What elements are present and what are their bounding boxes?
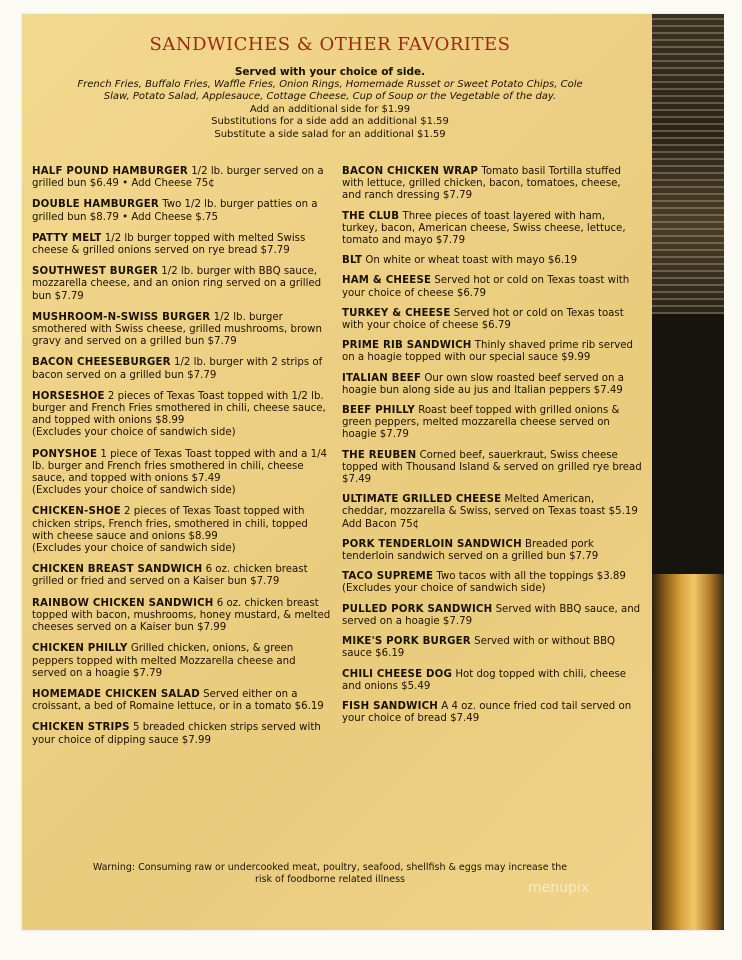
menu-item: [342, 211, 642, 248]
menu-item-name: PORK TENDERLOIN SANDWICH: [342, 538, 522, 550]
menu-item-description: 2 pieces of Texas Toast topped with chicken strips, French fries, smothered in chili, topped with cheese sauce and onions $8.99: [32, 506, 308, 542]
menu-item-description: 1 piece of Texas Toast topped with and a 1/4 lb. burger and French fries smothered in chili, cheese sauce, and topped with onions $7.49: [32, 448, 327, 485]
menu-item: [342, 494, 642, 531]
menu-item-description: Melted American, cheddar, mozzarella & Swiss, served on Texas toast $5.19 Add Bacon 75¢: [342, 494, 638, 530]
menu-item-name: FISH SANDWICH: [342, 700, 438, 712]
menu-item: [32, 166, 332, 190]
menu-item-name: HORSESHOE: [32, 390, 105, 402]
menu-item-description: Tomato basil Tortilla stuffed with lettuce, grilled chicken, bacon, tomatoes, cheese, and ranch dressing $7.79: [342, 166, 622, 202]
menu-item: [342, 636, 642, 660]
menu-item-description: Served with BBQ sauce, and served on a hoagie $7.79: [342, 603, 641, 627]
menu-item-name: BLT: [342, 255, 363, 267]
menu-item: [342, 669, 642, 693]
menu-item: [32, 598, 332, 635]
menu-item-name: CHICKEN STRIPS: [32, 722, 130, 734]
menu-item-note: (Excludes your choice of sandwich side): [342, 583, 546, 595]
menu-item-description: 6 oz. chicken breast topped with bacon, mushrooms, honey mustard, & melted cheeses served on a Kaiser bun $7.99: [32, 597, 331, 634]
menu-item-name: TURKEY & CHEESE: [342, 307, 451, 319]
menu-item-name: CHICKEN BREAST SANDWICH: [32, 564, 203, 576]
menu-item-name: CHICKEN-SHOE: [32, 506, 121, 518]
menu-item-description: Our own slow roasted beef served on a hoagie bun along side au jus and Italian peppers $7.49: [342, 372, 624, 396]
menu-item: [32, 312, 332, 349]
menu-item-name: CHILI CHEESE DOG: [342, 668, 453, 680]
side-options: French Fries, Buffalo Fries, Waffle Fries, Onion Rings, Homemade Russet or Sweet Potato Chips, Cole Slaw, Potato Salad, Applesauce, Cottage Cheese, Cup of Soup or the Vegetable of the day.: [77, 78, 583, 102]
menu-item-name: HOMEMADE CHICKEN SALAD: [32, 688, 200, 700]
extra-line: Add an additional side for $1.99: [249, 103, 411, 115]
extra-line: Substitute a side salad for an additional $1.59: [214, 128, 446, 140]
menu-item-name: HALF POUND HAMBURGER: [32, 166, 188, 177]
menu-item-description: 1/2 lb burger topped with melted Swiss cheese & grilled onions served on rye bread $7.79: [32, 232, 306, 257]
watermark: menupix: [528, 880, 590, 896]
menu-item-description: Roast beef topped with grilled onions & green peppers, melted mozzarella cheese served on hoagie $7.79: [342, 405, 620, 441]
menu-item-description: 1/2 lb. burger served on a grilled bun $6.49 • Add Cheese 75¢: [32, 166, 324, 190]
decorative-border-bottom: [652, 574, 724, 930]
menu-item: [32, 564, 332, 588]
menu-item-note: (Excludes your choice of sandwich side): [32, 543, 236, 555]
menu-item-name: ULTIMATE GRILLED CHEESE: [342, 494, 502, 506]
intro-block: [70, 66, 590, 141]
menu-item: [32, 722, 332, 746]
menu-item: [342, 255, 642, 267]
menu-item-description: On white or wheat toast with mayo $6.19: [365, 255, 578, 267]
extra-line: Substitutions for a side add an additional $1.59: [211, 116, 449, 127]
menu-item-name: CHICKEN PHILLY: [32, 643, 128, 655]
menu-item-name: DOUBLE HAMBURGER: [32, 199, 159, 211]
menu-item: [32, 233, 332, 257]
menu-item: [342, 373, 642, 397]
menu-item: [342, 340, 642, 364]
menu-item-name: PATTY MELT: [32, 232, 102, 244]
left-column: [32, 166, 332, 756]
intro-lead: Served with your choice of side.: [234, 66, 426, 78]
menu-item-name: MIKE'S PORK BURGER: [342, 636, 471, 648]
menu-item: [342, 308, 642, 332]
menu-item: [32, 506, 332, 555]
menu-item-description: 1/2 lb. burger with BBQ sauce, mozzarella cheese, and an onion ring served on a grilled bun $7.79: [32, 266, 322, 302]
menu-item-name: RAINBOW CHICKEN SANDWICH: [32, 597, 214, 609]
menu-item-note: (Excludes your choice of sandwich side): [32, 427, 236, 439]
menu-item: [342, 701, 642, 725]
menu-item-description: Thinly shaved prime rib served on a hoagie topped with our special sauce $9.99: [342, 340, 634, 364]
food-safety-warning: Warning: Consuming raw or undercooked meat, poultry, seafood, shellfish & eggs may increase the risk of foodborne related illness: [92, 862, 568, 885]
menu-item: [32, 199, 332, 223]
menu-item: [342, 450, 642, 487]
menu-item-name: PRIME RIB SANDWICH: [342, 340, 472, 352]
menu-item: [32, 643, 332, 680]
menu-item-description: Grilled chicken, onions, & green peppers topped with melted Mozzarella cheese and served on a hoagie $7.79: [32, 643, 296, 679]
menu-item-name: THE REUBEN: [342, 449, 417, 461]
menu-item-description: Two 1/2 lb. burger patties on a grilled bun $8.79 • Add Cheese $.75: [32, 199, 318, 223]
decorative-border-top: [652, 14, 724, 314]
menu-title: SANDWICHES & OTHER FAVORITES: [149, 34, 511, 55]
menu-item-description: Three pieces of toast layered with ham, turkey, bacon, American cheese, Swiss cheese, lettuce, tomato and mayo $7.79: [342, 210, 626, 247]
right-column: [342, 166, 642, 733]
menu-item-name: HAM & CHEESE: [342, 275, 432, 287]
menu-item-name: ITALIAN BEEF: [342, 372, 422, 384]
menu-item-name: SOUTHWEST BURGER: [32, 266, 159, 278]
decorative-border-middle: [652, 314, 724, 574]
menu-item-name: THE CLUB: [342, 210, 400, 222]
menu-item: [342, 539, 642, 563]
menu-item: [342, 571, 642, 595]
menu-item-description: Served either on a croissant, a bed of Romaine lettuce, or in a tomato $6.19: [32, 688, 324, 713]
menu-item: [342, 166, 642, 203]
menu-item-description: 6 oz. chicken breast grilled or fried and served on a Kaiser bun $7.79: [32, 564, 308, 588]
menu-item-description: 1/2 lb. burger with 2 strips of bacon served on a grilled bun $7.79: [32, 357, 323, 381]
menu-item-description: Corned beef, sauerkraut, Swiss cheese topped with Thousand Island & served on grilled rye bread $7.49: [342, 449, 642, 486]
menu-item: [32, 266, 332, 303]
menu-item-name: BACON CHEESEBURGER: [32, 357, 171, 369]
menu-item-description: Breaded pork tenderloin sandwich served on a grilled bun $7.79: [342, 538, 599, 563]
menu-item-description: 1/2 lb. burger smothered with Swiss cheese, grilled mushrooms, brown gravy and served on a grilled bun $7.79: [32, 311, 322, 348]
menu-item: [32, 357, 332, 381]
menu-item-name: BACON CHICKEN WRAP: [342, 166, 479, 177]
menu-item-name: TACO SUPREME: [342, 571, 434, 583]
menu-item-name: PULLED PORK SANDWICH: [342, 603, 493, 615]
menu-item-description: Hot dog topped with chili, cheese and onions $5.49: [342, 668, 627, 692]
menu-item-description: 5 breaded chicken strips served with your choice of dipping sauce $7.99: [32, 722, 321, 746]
menu-item-description: A 4 oz. ounce fried cod tail served on your choice of bread $7.49: [342, 700, 632, 725]
menu-item-name: MUSHROOM-N-SWISS BURGER: [32, 311, 211, 323]
menu-item: [32, 391, 332, 440]
menu-item-description: Served hot or cold on Texas toast with your choice of cheese $6.79: [342, 307, 624, 332]
menu-item: [342, 275, 642, 299]
menu-item-name: PONYSHOE: [32, 448, 98, 460]
menu-item: [32, 449, 332, 498]
menu-item: [32, 689, 332, 713]
menu-item: [342, 604, 642, 628]
menu-item: [342, 405, 642, 442]
menu-item-description: Served hot or cold on Texas toast with your choice of cheese $6.79: [342, 275, 630, 299]
menu-item-name: BEEF PHILLY: [342, 405, 415, 417]
menu-item-description: Served with or without BBQ sauce $6.19: [342, 636, 616, 660]
menu-item-description: 2 pieces of Texas Toast topped with 1/2 lb. burger and French Fries smothered in chili, cheese sauce, and topped with onions $8.99: [32, 390, 326, 427]
menu-item-note: (Excludes your choice of sandwich side): [32, 485, 236, 497]
menu-item-description: Two tacos with all the toppings $3.89: [436, 571, 626, 583]
